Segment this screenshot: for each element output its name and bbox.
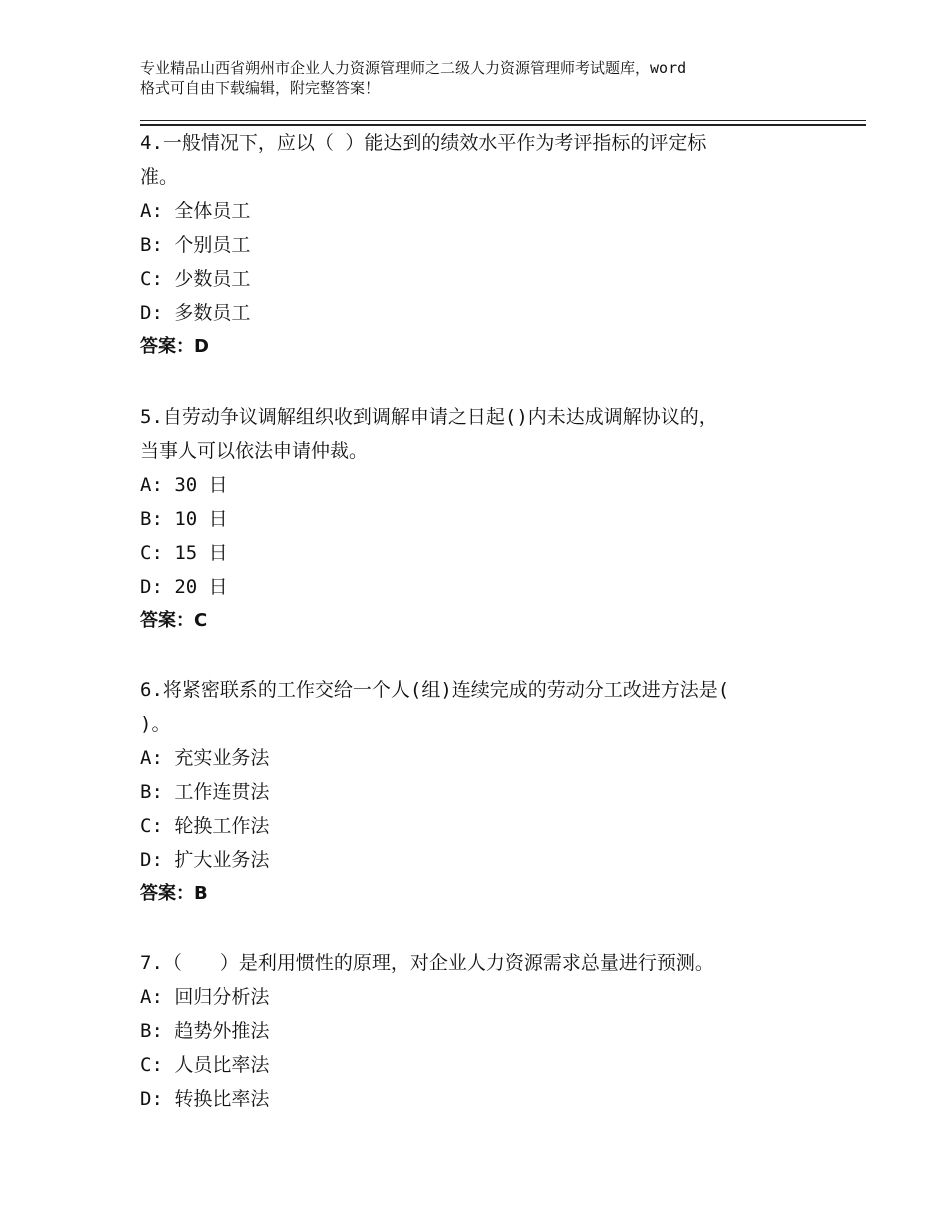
answer-label: 答案：D xyxy=(140,336,209,357)
option-a: A: 全体员工 xyxy=(140,200,251,222)
question-block xyxy=(140,673,820,911)
option-a: A: 充实业务法 xyxy=(140,747,270,769)
option-b: B: 10 日 xyxy=(140,508,228,530)
question-stem: 准。 xyxy=(140,166,179,188)
option-c: C: 轮换工作法 xyxy=(140,815,270,837)
document-header xyxy=(140,58,840,98)
header-line: 格式可自由下载编辑，附完整答案！ xyxy=(140,79,381,97)
question-stem: 当事人可以依法申请仲裁。 xyxy=(140,440,369,462)
question-stem: 7.（ ）是利用惯性的原理，对企业人力资源需求总量进行预测。 xyxy=(140,952,714,974)
option-d: D: 多数员工 xyxy=(140,302,251,324)
option-a: A: 30 日 xyxy=(140,474,228,496)
option-a: A: 回归分析法 xyxy=(140,986,270,1008)
question-stem: 6.将紧密联系的工作交给一个人(组)连续完成的劳动分工改进方法是( xyxy=(140,679,730,701)
option-d: D: 20 日 xyxy=(140,576,228,598)
option-b: B: 工作连贯法 xyxy=(140,781,270,803)
option-c: C: 人员比率法 xyxy=(140,1054,270,1076)
question-block xyxy=(140,400,820,638)
answer-label: 答案：B xyxy=(140,883,208,904)
option-b: B: 个别员工 xyxy=(140,234,251,256)
question-stem: 4.一般情况下，应以（ ）能达到的绩效水平作为考评指标的评定标 xyxy=(140,132,707,154)
header-line: 专业精品山西省朔州市企业人力资源管理师之二级人力资源管理师考试题库，word xyxy=(140,59,687,77)
header-divider xyxy=(140,120,866,121)
option-c: C: 15 日 xyxy=(140,542,228,564)
question-block xyxy=(140,126,820,364)
option-b: B: 趋势外推法 xyxy=(140,1020,270,1042)
option-d: D: 转换比率法 xyxy=(140,1088,270,1110)
question-stem: )。 xyxy=(140,713,171,735)
option-c: C: 少数员工 xyxy=(140,268,251,290)
question-block xyxy=(140,946,820,1116)
question-stem: 5.自劳动争议调解组织收到调解申请之日起()内未达成调解协议的， xyxy=(140,406,718,428)
answer-label: 答案：C xyxy=(140,610,208,631)
option-d: D: 扩大业务法 xyxy=(140,849,270,871)
